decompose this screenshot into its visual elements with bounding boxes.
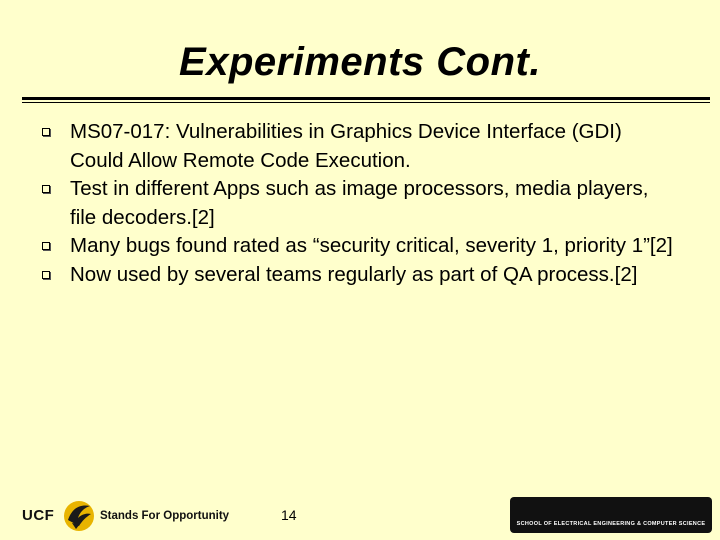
bullet-text: Now used by several teams regularly as part of QA process.[2]: [70, 262, 638, 286]
pegasus-logo-icon: [60, 496, 98, 534]
ucf-logo: [22, 494, 252, 534]
tagline: Stands For Opportunity: [100, 510, 230, 522]
ucf-logo-text: UCF: [22, 507, 55, 524]
square-bullet-icon: [42, 128, 50, 136]
bullet-item: [38, 261, 678, 290]
bullet-text: Test in different Apps such as image processors, media players, file decoders.[2]: [70, 177, 649, 229]
square-bullet-icon: [42, 242, 50, 250]
bullet-text: Many bugs found rated as “security critical, severity 1, priority 1”[2]: [70, 234, 673, 257]
title-divider: [22, 97, 710, 100]
bullet-item: [38, 118, 678, 175]
department-text: SCHOOL OF ELECTRICAL ENGINEERING & COMPUTER SCIENCE: [516, 521, 706, 527]
department-banner: [510, 497, 712, 533]
slide-title: Experiments Cont.: [179, 40, 541, 84]
square-bullet-icon: [42, 185, 50, 193]
bullet-item: [38, 175, 678, 232]
bullet-item: [38, 232, 678, 261]
bullet-list: [38, 118, 678, 289]
title-divider-thin: [22, 102, 710, 103]
square-bullet-icon: [42, 271, 50, 279]
bullet-text: MS07-017: Vulnerabilities in Graphics Device Interface (GDI) Could Allow Remote Code Execution.: [70, 120, 622, 172]
page-number: 14: [281, 507, 297, 523]
